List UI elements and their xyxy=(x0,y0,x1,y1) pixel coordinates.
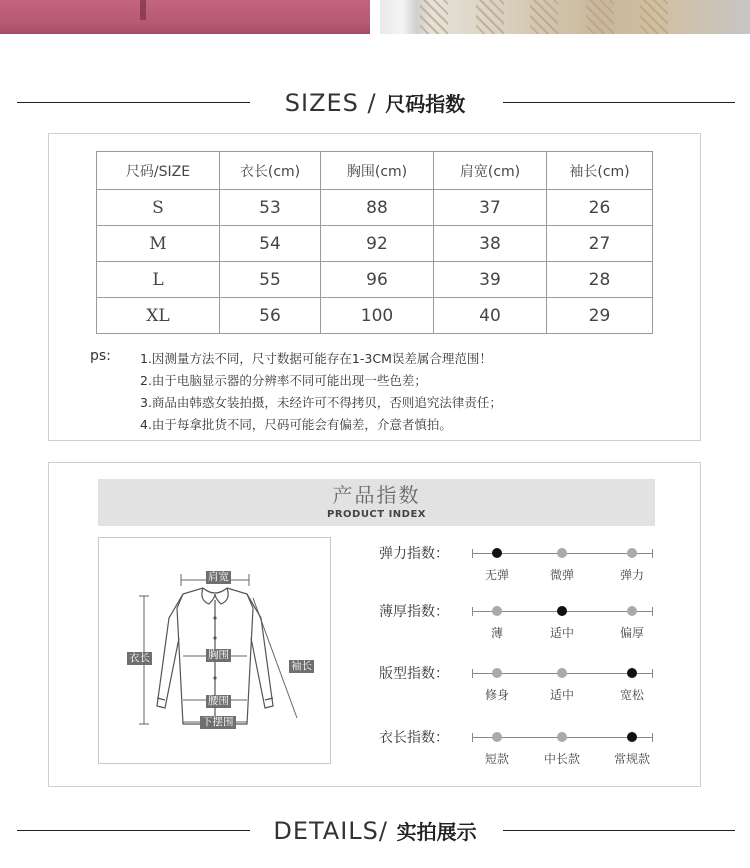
index-track-end xyxy=(652,549,653,558)
size-cell: 40 xyxy=(434,298,547,334)
label-length: 衣长 xyxy=(129,652,150,664)
sizes-heading-cn: 尺码指数 xyxy=(385,92,466,116)
index-dot xyxy=(627,548,637,558)
index-track-end xyxy=(472,669,473,678)
label-shoulder: 肩宽 xyxy=(208,571,229,583)
size-cell: M xyxy=(97,226,220,262)
top-photo-strip xyxy=(0,0,750,34)
size-cell: 88 xyxy=(321,190,434,226)
size-cell: 53 xyxy=(220,190,321,226)
product-index-title-cn: 产品指数 xyxy=(332,483,421,507)
size-cell: 29 xyxy=(547,298,653,334)
size-table-header: 胸围(cm) xyxy=(321,152,434,190)
index-option-label: 常规款 xyxy=(613,752,651,766)
index-dot xyxy=(492,668,502,678)
size-cell: S xyxy=(97,190,220,226)
table-row xyxy=(97,262,653,298)
index-option-label: 薄 xyxy=(490,626,504,640)
index-row xyxy=(379,603,669,639)
index-dot-selected xyxy=(627,732,637,742)
size-cell: 26 xyxy=(547,190,653,226)
list-item: 4.由于每拿批货不同，尺码可能会有偏差，介意者慎拍。 xyxy=(140,417,452,432)
size-cell: 100 xyxy=(321,298,434,334)
product-index-panel xyxy=(48,462,701,787)
index-option-label: 无弹 xyxy=(484,568,510,582)
index-option-label: 偏厚 xyxy=(619,626,645,640)
size-chart-panel xyxy=(48,133,701,441)
notes-list xyxy=(140,348,502,436)
size-table xyxy=(96,151,653,334)
size-cell: 39 xyxy=(434,262,547,298)
label-hem: 下摆围 xyxy=(202,716,234,728)
size-table-header: 尺码/SIZE xyxy=(97,152,220,190)
size-table-header-row xyxy=(97,152,653,190)
index-option-label: 宽松 xyxy=(619,688,645,702)
label-chest: 胸围 xyxy=(208,649,229,661)
details-heading xyxy=(0,816,750,846)
index-track-end xyxy=(472,607,473,616)
details-heading-en: DETAILS xyxy=(273,817,379,845)
index-track-end xyxy=(652,607,653,616)
table-row xyxy=(97,298,653,334)
index-dot xyxy=(557,548,567,558)
index-dot-selected xyxy=(627,668,637,678)
size-cell: XL xyxy=(97,298,220,334)
product-photo-pink xyxy=(0,0,370,34)
label-waist: 腰围 xyxy=(208,695,229,707)
sizes-heading-sep: / xyxy=(358,89,386,117)
index-label: 弹力指数： xyxy=(379,546,449,562)
list-item: 3.商品由韩惑女装拍摄，未经许可不得拷贝，否则追究法律责任； xyxy=(140,395,502,410)
index-option-label: 修身 xyxy=(484,688,510,702)
index-dot xyxy=(627,606,637,616)
size-cell: 28 xyxy=(547,262,653,298)
index-row xyxy=(379,545,669,581)
size-cell: L xyxy=(97,262,220,298)
index-track-end xyxy=(652,669,653,678)
index-row xyxy=(379,665,669,701)
table-row xyxy=(97,190,653,226)
index-label: 衣长指数： xyxy=(379,730,449,746)
index-label: 薄厚指数： xyxy=(379,604,449,620)
index-option-label: 弹力 xyxy=(619,568,645,582)
index-option-label: 短款 xyxy=(484,752,510,766)
product-index-banner xyxy=(98,479,655,526)
index-track-end xyxy=(652,733,653,742)
measurement-diagram xyxy=(98,537,331,764)
index-dot-selected xyxy=(492,548,502,558)
sizes-heading xyxy=(0,88,750,118)
product-index-title-en: PRODUCT INDEX xyxy=(326,509,427,520)
index-dot xyxy=(492,732,502,742)
table-row xyxy=(97,226,653,262)
index-row xyxy=(379,729,669,765)
size-cell: 55 xyxy=(220,262,321,298)
index-option-label: 微弹 xyxy=(549,568,575,582)
details-heading-sep: / xyxy=(378,817,397,845)
index-option-label: 适中 xyxy=(549,626,575,640)
details-heading-cn: 实拍展示 xyxy=(396,820,477,844)
notes-ps-label: ps: xyxy=(90,348,111,364)
size-cell: 38 xyxy=(434,226,547,262)
index-dot xyxy=(557,668,567,678)
index-dot xyxy=(557,732,567,742)
list-item: 2.由于电脑显示器的分辨率不同可能出现一些色差； xyxy=(140,373,427,388)
index-dot xyxy=(492,606,502,616)
sizes-heading-en: SIZES xyxy=(284,89,359,117)
size-table-header: 肩宽(cm) xyxy=(434,152,547,190)
index-track-end xyxy=(472,549,473,558)
size-cell: 54 xyxy=(220,226,321,262)
size-cell: 92 xyxy=(321,226,434,262)
index-dot-selected xyxy=(557,606,567,616)
index-option-label: 中长款 xyxy=(543,752,581,766)
index-label: 版型指数： xyxy=(379,666,449,682)
size-table-header: 袖长(cm) xyxy=(547,152,653,190)
label-sleeve: 袖长 xyxy=(291,660,312,672)
size-cell: 96 xyxy=(321,262,434,298)
size-cell: 27 xyxy=(547,226,653,262)
size-table-header: 衣长(cm) xyxy=(220,152,321,190)
size-cell: 37 xyxy=(434,190,547,226)
index-option-label: 适中 xyxy=(549,688,575,702)
list-item: 1.因测量方法不同，尺寸数据可能存在1-3CM误差属合理范围！ xyxy=(140,351,492,366)
size-cell: 56 xyxy=(220,298,321,334)
product-photo-knit xyxy=(380,0,750,34)
index-track-end xyxy=(472,733,473,742)
